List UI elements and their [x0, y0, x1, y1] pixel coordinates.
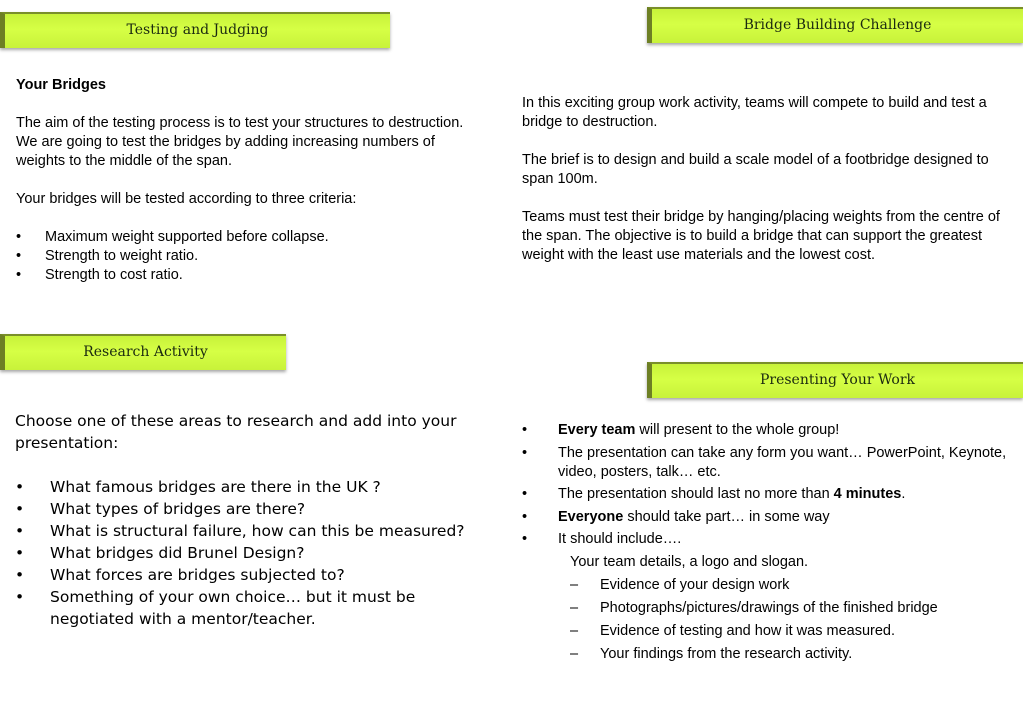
list-item: – Photographs/pictures/drawings of the finished bridge: [570, 599, 938, 616]
list-item: • What is structural failure, how can this be measured?: [15, 522, 465, 540]
challenge-para-3: Teams must test their bridge by hanging/placing weights from the centre of the span. The objective is to build a bridge that can support the greatest weight with the least use materials and the lowest cost.: [522, 209, 1000, 263]
challenge-para-1: In this exciting group work activity, teams will compete to build and test a bridge to destruction.: [522, 95, 987, 130]
testing-banner: Testing and Judging: [0, 12, 390, 48]
team-details-line: Your team details, a logo and slogan.: [570, 553, 809, 570]
challenge-banner: Bridge Building Challenge: [647, 7, 1023, 43]
testing-section: [16, 76, 486, 285]
testing-para-1: The aim of the testing process is to test your structures to destruction. We are going to test the bridges by adding increasing numbers of weights to the middle of the span.: [16, 115, 464, 169]
research-banner: Research Activity: [0, 334, 286, 370]
testing-heading: Your Bridges: [16, 77, 106, 93]
presenting-section: [522, 421, 1012, 668]
presenting-banner: Presenting Your Work: [647, 362, 1023, 398]
list-item: • Something of your own choice… but it must be negotiated with a mentor/teacher.: [15, 588, 416, 628]
list-item: • Everyone should take part… in some way: [522, 508, 830, 525]
presenting-list: [522, 421, 1012, 549]
research-list: [15, 476, 465, 630]
research-intro: Choose one of these areas to research and add into your presentation:: [15, 412, 457, 452]
challenge-section: [522, 94, 1020, 284]
list-item: • It should include….: [522, 531, 682, 547]
list-item: – Evidence of your design work: [570, 576, 790, 593]
research-section: [15, 410, 465, 630]
list-item: • Every team will present to the whole group!: [522, 422, 840, 438]
list-item: • Strength to weight ratio.: [16, 248, 199, 264]
list-item: • What types of bridges are there?: [15, 500, 306, 518]
list-item: – Your findings from the research activity.: [570, 645, 853, 662]
list-item: • What forces are bridges subjected to?: [15, 566, 345, 584]
list-item: – Evidence of testing and how it was measured.: [570, 622, 895, 639]
list-item: • Maximum weight supported before collapse.: [16, 229, 329, 245]
list-item: • The presentation should last no more than 4 minutes.: [522, 486, 906, 502]
list-item: • Strength to cost ratio.: [16, 267, 183, 283]
testing-para-2: Your bridges will be tested according to three criteria:: [16, 191, 357, 207]
list-item: • What famous bridges are there in the UK ?: [15, 478, 381, 496]
include-list: [522, 576, 1012, 664]
list-item: • The presentation can take any form you want… PowerPoint, Keynote, video, posters, talk… etc.: [522, 444, 1007, 480]
criteria-list: [16, 228, 486, 285]
list-item: • What bridges did Brunel Design?: [15, 544, 305, 562]
challenge-para-2: The brief is to design and build a scale model of a footbridge designed to span 100m.: [522, 152, 989, 187]
